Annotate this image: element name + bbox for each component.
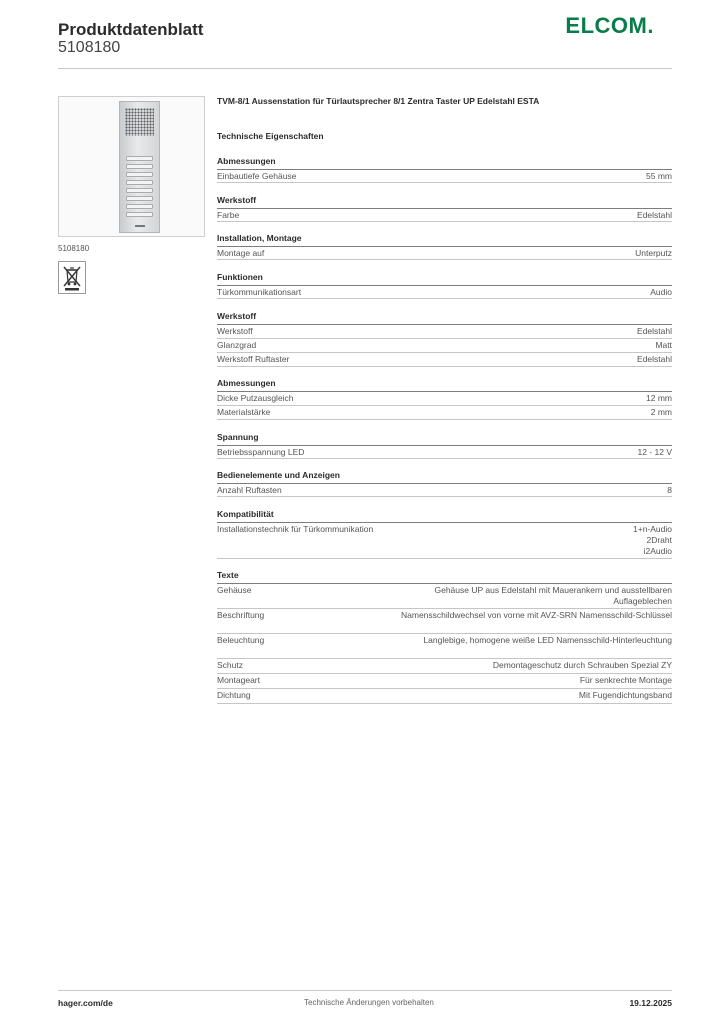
spec-key: Installationstechnik für Türkommunikation: [217, 524, 374, 534]
spec-key: Türkommunikationsart: [217, 287, 302, 297]
spec-key: Materialstärke: [217, 407, 271, 417]
spec-key: Beschriftung: [217, 610, 265, 620]
section-title: Abmessungen: [217, 156, 672, 170]
footer-date: 19.12.2025: [629, 998, 672, 1008]
spec-row: [217, 689, 672, 704]
footer-divider: [58, 990, 672, 991]
section-title: Spannung: [217, 432, 672, 446]
header-divider: [58, 68, 672, 69]
weee-disposal-icon: [58, 261, 86, 294]
spec-row: [217, 634, 672, 659]
spec-value: 8: [667, 485, 672, 495]
spec-value: Edelstahl: [637, 326, 672, 336]
spec-row: [217, 584, 672, 609]
section-title: Kompatibilität: [217, 509, 672, 523]
product-image: [58, 96, 205, 237]
spec-value: Langlebige, homogene weiße LED Namensschild-Hinterleuchtung: [423, 635, 672, 645]
spec-row: [217, 406, 672, 420]
call-button: [126, 204, 153, 209]
spec-key: Gehäuse: [217, 585, 252, 595]
spec-value: Edelstahl: [637, 354, 672, 364]
page-title: Produktdatenblatt: [58, 20, 204, 39]
spec-row: [217, 339, 672, 353]
spec-value: Mit Fugendichtungsband: [578, 690, 672, 700]
spec-key: Anzahl Ruftasten: [217, 485, 282, 495]
spec-row: [217, 674, 672, 689]
call-button: [126, 164, 153, 169]
door-station-plate: [119, 101, 160, 233]
spec-value: 2 mm: [650, 407, 672, 417]
spec-row: [217, 446, 672, 459]
spec-value: Demontageschutz durch Schrauben Spezial ZY: [492, 660, 672, 670]
spec-row: [217, 523, 672, 559]
spec-value: 12 - 12 V: [637, 447, 672, 457]
section-title: Installation, Montage: [217, 233, 672, 247]
spec-value: Gehäuse UP aus Edelstahl mit Mauerankern und ausstellbaren Auflageblechen: [434, 585, 672, 606]
footer-notice: Technische Änderungen vorbehalten: [304, 998, 434, 1007]
image-caption: 5108180: [58, 244, 90, 253]
section-title: Werkstoff: [217, 195, 672, 209]
spec-key: Dichtung: [217, 690, 251, 700]
spec-value: Audio: [650, 287, 672, 297]
technical-properties-heading: Technische Eigenschaften: [217, 131, 324, 141]
spec-row: [217, 392, 672, 406]
section-title: Bedienelemente und Anzeigen: [217, 470, 672, 484]
spec-key: Glanzgrad: [217, 340, 257, 350]
call-button: [126, 188, 153, 193]
call-button: [126, 180, 153, 185]
spec-value: Matt: [655, 340, 672, 350]
brand-logo: ELCOM.: [565, 13, 654, 38]
call-button: [126, 156, 153, 161]
spec-value: 12 mm: [646, 393, 672, 403]
spec-row: [217, 484, 672, 497]
section-title: Texte: [217, 570, 672, 584]
section-title: Abmessungen: [217, 378, 672, 392]
spec-key: Beleuchtung: [217, 635, 265, 645]
plate-brand-mark: [135, 225, 145, 227]
call-button: [126, 172, 153, 177]
spec-row: [217, 609, 672, 634]
spec-row: [217, 353, 672, 367]
brand-logo-text: ELCOM: [565, 13, 648, 38]
spec-key: Werkstoff Ruftaster: [217, 354, 290, 364]
footer-website-link[interactable]: hager.com/de: [58, 998, 113, 1008]
spec-key: Schutz: [217, 660, 243, 670]
spec-value: Edelstahl: [637, 210, 672, 220]
spec-key: Montage auf: [217, 248, 265, 258]
section-title: Werkstoff: [217, 311, 672, 325]
spec-key: Betriebsspannung LED: [217, 447, 305, 457]
spec-value: Namensschildwechsel von vorne mit AVZ-SRN Namensschild-Schlüssel: [401, 610, 672, 620]
spec-key: Montageart: [217, 675, 260, 685]
spec-key: Werkstoff: [217, 326, 253, 336]
product-code: 5108180: [58, 39, 121, 56]
section-title: Funktionen: [217, 272, 672, 286]
spec-value: Unterputz: [635, 248, 672, 258]
spec-value: 55 mm: [646, 171, 672, 181]
spec-row: [217, 170, 672, 183]
spec-key: Dicke Putzausgleich: [217, 393, 294, 403]
spec-key: Einbautiefe Gehäuse: [217, 171, 297, 181]
spec-row: [217, 209, 672, 222]
spec-key: Farbe: [217, 210, 240, 220]
call-button: [126, 196, 153, 201]
product-title: TVM-8/1 Aussenstation für Türlautsprecher 8/1 Zentra Taster UP Edelstahl ESTA: [217, 96, 540, 106]
spec-value: 1+n-Audio 2Draht i2Audio: [633, 524, 672, 556]
spec-value: Für senkrechte Montage: [579, 675, 672, 685]
speaker-grille: [125, 108, 154, 136]
spec-row: [217, 286, 672, 299]
spec-row: [217, 247, 672, 260]
call-button: [126, 212, 153, 217]
spec-row: [217, 325, 672, 339]
spec-row: [217, 659, 672, 674]
